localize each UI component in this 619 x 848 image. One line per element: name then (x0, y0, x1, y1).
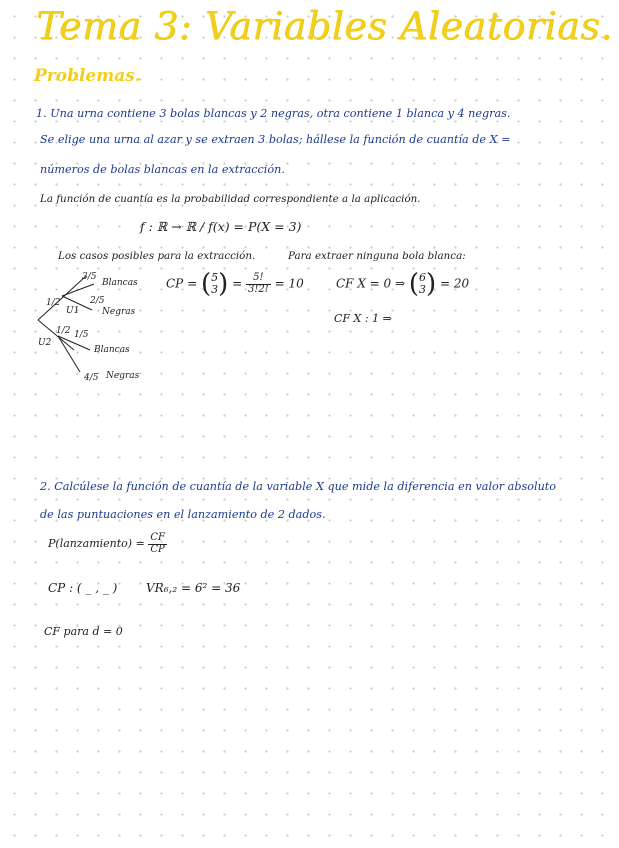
cf-result: = 20 (440, 276, 470, 291)
problem2-line2: de las puntuaciones en el lanzamiento de 2 dados. (40, 508, 326, 521)
tree-u2-label: U2 (38, 338, 52, 348)
cp-result: = 10 (274, 276, 304, 291)
cf-binomial (419, 272, 426, 295)
p-label: P(lanzamiento) = (48, 537, 145, 550)
variations-line: VR₆,₂ = 6² = 36 (146, 581, 241, 595)
cases-right-text: Para extraer ninguna bola blanca: (288, 250, 466, 262)
p-frac-num: CF (150, 532, 165, 543)
cp-fraction (246, 273, 271, 295)
cp-binom-close: ) (218, 269, 229, 299)
cases-left-text: Los casos posibles para la extracción. (58, 250, 256, 262)
tree-branch-u1-white (62, 284, 94, 296)
cf-calculation (336, 269, 469, 299)
tree-u2-white-label: Blancas (94, 345, 130, 355)
cf-binom-close: ) (426, 269, 437, 299)
cp-tuple-line: CP : ( _ , _ ) (48, 581, 118, 595)
probability-formula (48, 533, 167, 555)
tree-u1-white-prob: 3/5 (82, 272, 97, 282)
p-frac-den: CP (150, 543, 165, 555)
cp-binom-open: ( (200, 269, 212, 299)
cp-equals: = (232, 276, 243, 291)
tree-branch-u2-black (58, 336, 80, 372)
cf-binom-top: 6 (419, 271, 427, 285)
cf-label: CF X = 0 ⇒ (336, 276, 406, 291)
cf-d0-line: CF para d = 0 (44, 625, 123, 638)
tree-u1-black-prob: 2/5 (90, 296, 105, 306)
p-fraction (148, 533, 167, 555)
cf-binom-open: ( (408, 269, 420, 299)
cp-binom-bottom: 3 (211, 283, 219, 296)
tree-u1-white-label: Blancas (102, 278, 138, 288)
function-formula: f : ℝ → ℝ / f(x) = P(X = 3) (140, 219, 302, 234)
cp-frac-num: 5! (246, 273, 271, 285)
cp-label: CP = (166, 276, 198, 291)
section-heading: Problemas. (34, 66, 141, 86)
tree-u1-prob: 1/2 (46, 298, 61, 308)
problem1-line3: números de bolas blancas en la extracción. (40, 163, 285, 176)
problem2-line1: 2. Calcúlese la función de cuantía de la variable X que mide la diferencia en valor absoluto (40, 480, 557, 493)
cf-x1-line: CF X : 1 ⇒ (334, 312, 392, 325)
cf-binom-bottom: 3 (419, 283, 427, 296)
tree-u2-black-prob: 4/5 (84, 373, 99, 383)
tree-u2-prob: 1/2 (56, 326, 71, 336)
tree-u2-white-prob: 1/5 (74, 330, 89, 340)
page-title: Tema 3: Variables Aleatorias. (36, 4, 613, 48)
tree-u2-black-label: Negras (106, 371, 140, 381)
tree-u1-label: U1 (66, 306, 80, 316)
cp-calculation (166, 269, 304, 299)
definition-text: La función de cuantía es la probabilidad correspondiente a la aplicación. (40, 193, 421, 205)
problem1-line2: Se elige una urna al azar y se extraen 3 bolas; hállese la función de cuantía de X = (40, 133, 511, 146)
cp-binom-top: 5 (211, 271, 219, 285)
tree-u1-black-label: Negras (102, 307, 136, 317)
cp-frac-den: 3!2! (247, 283, 269, 295)
problem1-line1: 1. Una urna contiene 3 bolas blancas y 2 negras, otra contiene 1 blanca y 4 negras. (36, 107, 511, 120)
